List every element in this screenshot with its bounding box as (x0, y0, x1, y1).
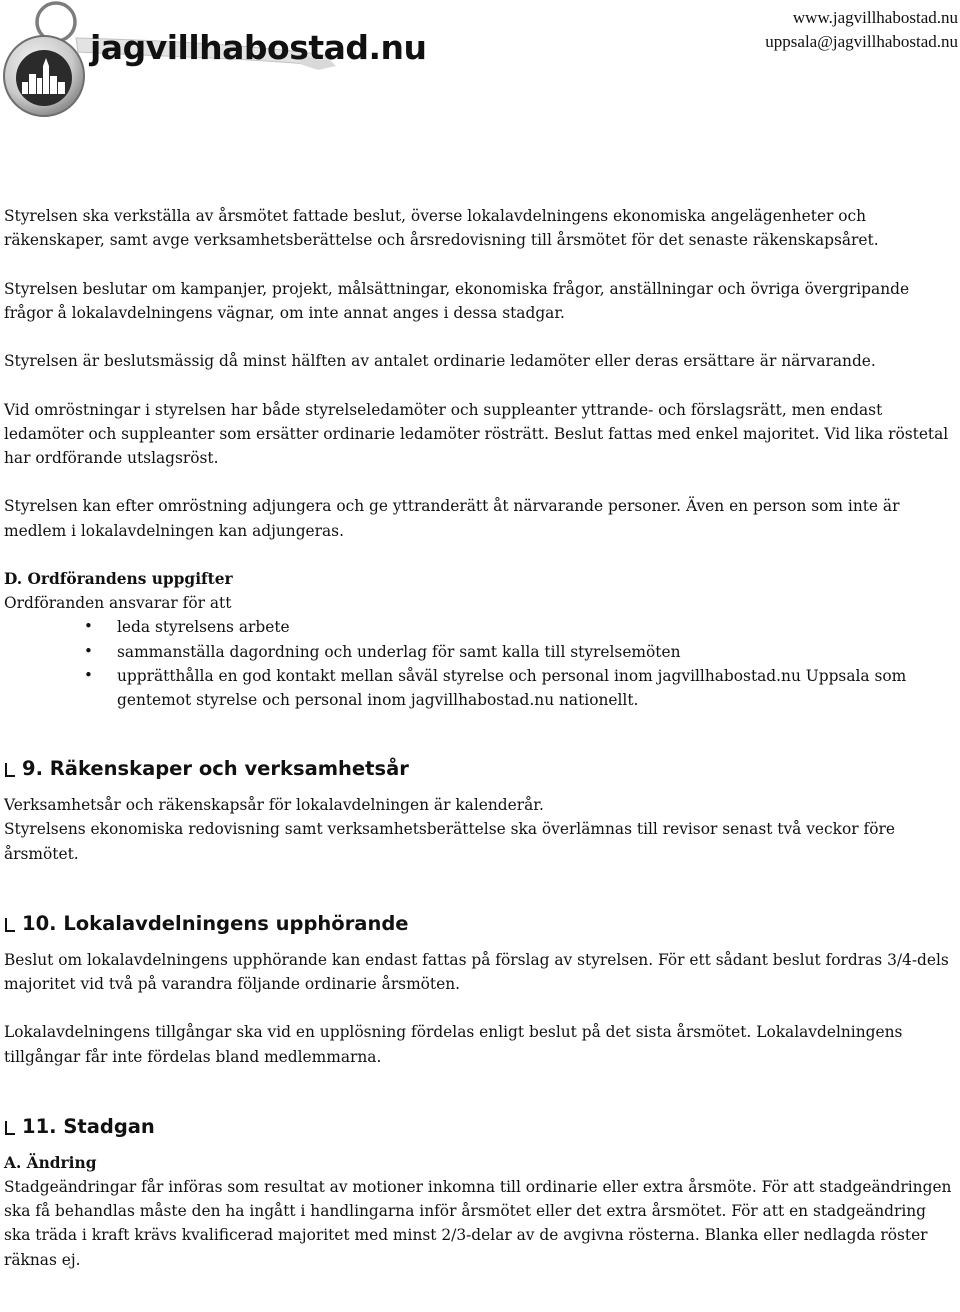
document-body (4, 204, 954, 1272)
paragraph: Vid omröstningar i styrelsen har både styrelseledamöter och suppleanter yttrande- och förslagsrätt, men endast ledamöter och suppleanter som ersätter ordinarie ledamöter rösträtt. Beslut fattas med enkel majoritet. Vid lika röstetal har ordförande utslagsröst. (4, 400, 949, 467)
logo-wordmark: jagvillhabostad.nu (90, 28, 427, 67)
corner-mark-icon (5, 763, 15, 777)
paragraph: Verksamhetsår och räkenskapsår för lokalavdelningen är kalenderår. (4, 796, 544, 815)
section-heading: 9. Räkenskaper och verksamhetsår (4, 757, 954, 781)
header-contact (765, 6, 958, 54)
corner-mark-icon (5, 918, 15, 932)
list-item: • sammanställa dagordning och underlag för samt kalla till styrelsemöten (84, 640, 954, 664)
section-heading: 10. Lokalavdelningens upphörande (4, 912, 954, 936)
list-item: • upprätthålla en god kontakt mellan såväl styrelse och personal inom jagvillhabostad.nu Uppsala som gentemot styrelse och personal inom jagvillhabostad.nu nationellt. (84, 664, 954, 712)
subsection-lead: Ordföranden ansvarar för att (4, 594, 232, 613)
paragraph: Stadgeändringar får införas som resultat av motioner inkomna till ordinarie eller extra årsmöte. För att stadgeändringen ska få behandlas måste den ha ingått i handlingarna inför årsmötet eller det extra årsmötet. För att en stadgeändring ska träda i kraft krävs kvalificerad majoritet med minst 2/3-delar av de avgivna rösterna. Blanka eller nedlagda röster räknas ej. (4, 1178, 952, 1269)
email-link[interactable]: uppsala@jagvillhabostad.nu (765, 32, 958, 51)
section-heading: 11. Stadgan (4, 1115, 954, 1139)
paragraph: Lokalavdelningens tillgångar ska vid en upplösning fördelas enligt beslut på det sista årsmötet. Lokalavdelningens tillgångar får inte fördelas bland medlemmarna. (4, 1023, 903, 1066)
subsection-title: D. Ordförandens uppgifter (4, 569, 233, 588)
paragraph: Styrelsen är beslutsmässig då minst hälften av antalet ordinarie ledamöter eller deras ersättare är närvarande. (4, 352, 876, 371)
list-item: • leda styrelsens arbete (84, 615, 954, 639)
paragraph: Styrelsen beslutar om kampanjer, projekt, målsättningar, ekonomiska frågor, anställningar och övriga övergripande frågor å lokalavdelningens vägnar, om inte annat anges i dessa stadgar. (4, 279, 910, 322)
paragraph: Beslut om lokalavdelningens upphörande kan endast fattas på förslag av styrelsen. För ett sådant beslut fordras 3/4-dels majoritet vid två på varandra följande ordinarie årsmöten. (4, 950, 949, 993)
paragraph: Styrelsen ska verkställa av årsmötet fattade beslut, överse lokalavdelningens ekonomiska angelägenheter och räkenskaper, samt avge verksamhetsberättelse och årsredovisning till årsmötet för det senaste räkenskapsåret. (4, 207, 879, 250)
subsection-title: A. Ändring (4, 1153, 97, 1172)
bullet-list (84, 615, 954, 712)
paragraph: Styrelsen kan efter omröstning adjungera och ge yttranderätt åt närvarande personer. Även en person som inte är medlem i lokalavdelningen kan adjungeras. (4, 497, 900, 540)
website-link[interactable]: www.jagvillhabostad.nu (792, 8, 958, 27)
corner-mark-icon (5, 1121, 15, 1135)
paragraph: Styrelsens ekonomiska redovisning samt verksamhetsberättelse ska överlämnas till revisor senast två veckor före årsmötet. (4, 820, 895, 863)
logo (0, 0, 440, 125)
